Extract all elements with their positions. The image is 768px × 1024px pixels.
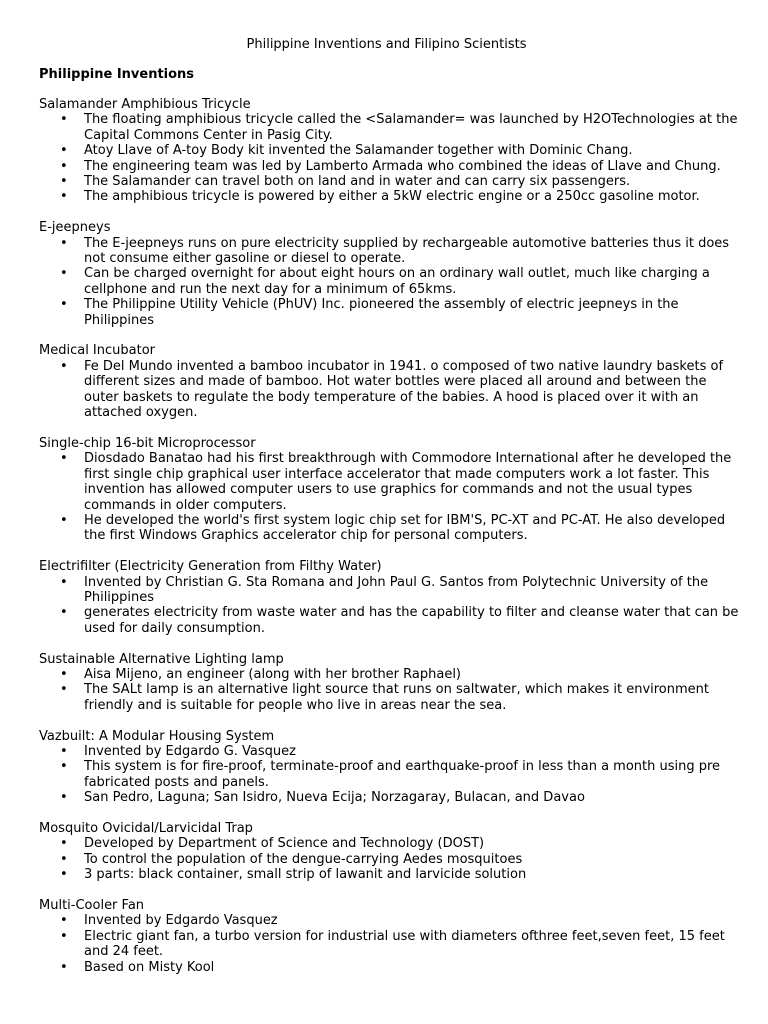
bullet-item: • Atoy Llave of A-toy Body kit invented the Salamander together with Dominic Chang. bbox=[39, 143, 739, 158]
invention-title: Multi-Cooler Fan bbox=[39, 898, 145, 913]
bullet-list bbox=[39, 112, 739, 204]
bullet-item: • This system is for fire-proof, terminate-proof and earthquake-proof in less than a month using pre fabricated posts and panels. bbox=[39, 759, 739, 790]
bullet-item: • Can be charged overnight for about eight hours on an ordinary wall outlet, much like charging a cellphone and run the next day for a minimum of 65kms. bbox=[39, 266, 739, 297]
section-heading: Philippine Inventions bbox=[39, 67, 195, 82]
inventions-list bbox=[39, 97, 739, 990]
invention-title: E-jeepneys bbox=[39, 220, 111, 236]
bullet-item: • Invented by Edgardo Vasquez bbox=[39, 913, 739, 928]
bullet-item: • The SALt lamp is an alternative light source that runs on saltwater, which makes it environment friendly and is suitable for people who live in areas near the sea. bbox=[39, 682, 739, 713]
bullet-item: • The E-jeepneys runs on pure electricity supplied by rechargeable automotive batteries thus it does not consume either gasoline or diesel to operate. bbox=[39, 236, 739, 267]
bullet-item: • The engineering team was led by Lamberto Armada who combined the ideas of Llave and Chung. bbox=[39, 159, 739, 174]
bullet-list bbox=[39, 913, 739, 975]
invention-section bbox=[39, 97, 739, 205]
bullet-list bbox=[39, 836, 739, 882]
bullet-item: • Invented by Christian G. Sta Romana and John Paul G. Santos from Polytechnic University of the Philippines bbox=[39, 575, 739, 606]
bullet-item: • San Pedro, Laguna; San Isidro, Nueva Ecija; Norzagaray, Bulacan, and Davao bbox=[39, 790, 739, 805]
invention-title: Vazbuilt: A Modular Housing System bbox=[39, 728, 275, 744]
bullet-item: • Aisa Mijeno, an engineer (along with her brother Raphael) bbox=[39, 667, 739, 682]
invention-title: Single-chip 16-bit Microprocessor bbox=[39, 435, 256, 451]
document-title: Philippine Inventions and Filipino Scientists bbox=[246, 37, 527, 52]
bullet-item: • Diosdado Banatao had his first breakthrough with Commodore International after he developed the first single chip graphical user interface accelerator that made computers work a lot faster. This invention has allowed computer users to use graphics for commands and not the usual types commands in older computers. bbox=[39, 451, 739, 513]
invention-section bbox=[39, 729, 739, 806]
bullet-item: • Based on Misty Kool bbox=[39, 960, 739, 975]
bullet-item: • The amphibious tricycle is powered by either a 5kW electric engine or a 250cc gasoline motor. bbox=[39, 189, 739, 204]
bullet-list bbox=[39, 359, 739, 421]
bullet-list bbox=[39, 575, 739, 637]
invention-title: Mosquito Ovicidal/Larvicidal Trap bbox=[39, 820, 253, 836]
bullet-item: • To control the population of the dengue-carrying Aedes mosquitoes bbox=[39, 852, 739, 867]
bullet-item: • The Philippine Utility Vehicle (PhUV) Inc. pioneered the assembly of electric jeepneys in the Philippines bbox=[39, 297, 739, 328]
invention-section bbox=[39, 559, 739, 636]
invention-section bbox=[39, 436, 739, 544]
bullet-item: • generates electricity from waste water and has the capability to filter and cleanse water that can be used for daily consumption. bbox=[39, 605, 739, 636]
bullet-item: • Invented by Edgardo G. Vasquez bbox=[39, 744, 739, 759]
invention-title: Electrifilter (Electricity Generation from Filthy Water) bbox=[39, 559, 382, 575]
bullet-item: • Developed by Department of Science and Technology (DOST) bbox=[39, 836, 739, 851]
invention-title: Sustainable Alternative Lighting lamp bbox=[39, 651, 284, 667]
invention-section bbox=[39, 220, 739, 328]
bullet-item: • The Salamander can travel both on land and in water and can carry six passengers. bbox=[39, 174, 739, 189]
bullet-list bbox=[39, 744, 739, 806]
bullet-list bbox=[39, 451, 739, 543]
invention-title: Medical Incubator bbox=[39, 343, 156, 359]
bullet-item: • He developed the world's first system logic chip set for IBM'S, PC-XT and PC-AT. He also developed the first Windows Graphics accelerator chip for personal computers. bbox=[39, 513, 739, 544]
invention-section bbox=[39, 898, 739, 975]
bullet-list bbox=[39, 236, 739, 328]
bullet-item: • The floating amphibious tricycle called the <Salamander= was launched by H2OTechnologies at the Capital Commons Center in Pasig City. bbox=[39, 112, 739, 143]
invention-section bbox=[39, 343, 739, 420]
bullet-item: • Fe Del Mundo invented a bamboo incubator in 1941. o composed of two native laundry baskets of different sizes and made of bamboo. Hot water bottles were placed all around and between the outer baskets to regulate the body temperature of the babies. A hood is placed over it with an attached oxygen. bbox=[39, 359, 739, 421]
bullet-item: • 3 parts: black container, small strip of lawanit and larvicide solution bbox=[39, 867, 739, 882]
invention-section bbox=[39, 652, 739, 714]
bullet-list bbox=[39, 667, 739, 713]
invention-title: Salamander Amphibious Tricycle bbox=[39, 97, 251, 112]
bullet-item: • Electric giant fan, a turbo version for industrial use with diameters ofthree feet,seven feet, 15 feet and 24 feet. bbox=[39, 929, 739, 960]
invention-section bbox=[39, 821, 739, 883]
